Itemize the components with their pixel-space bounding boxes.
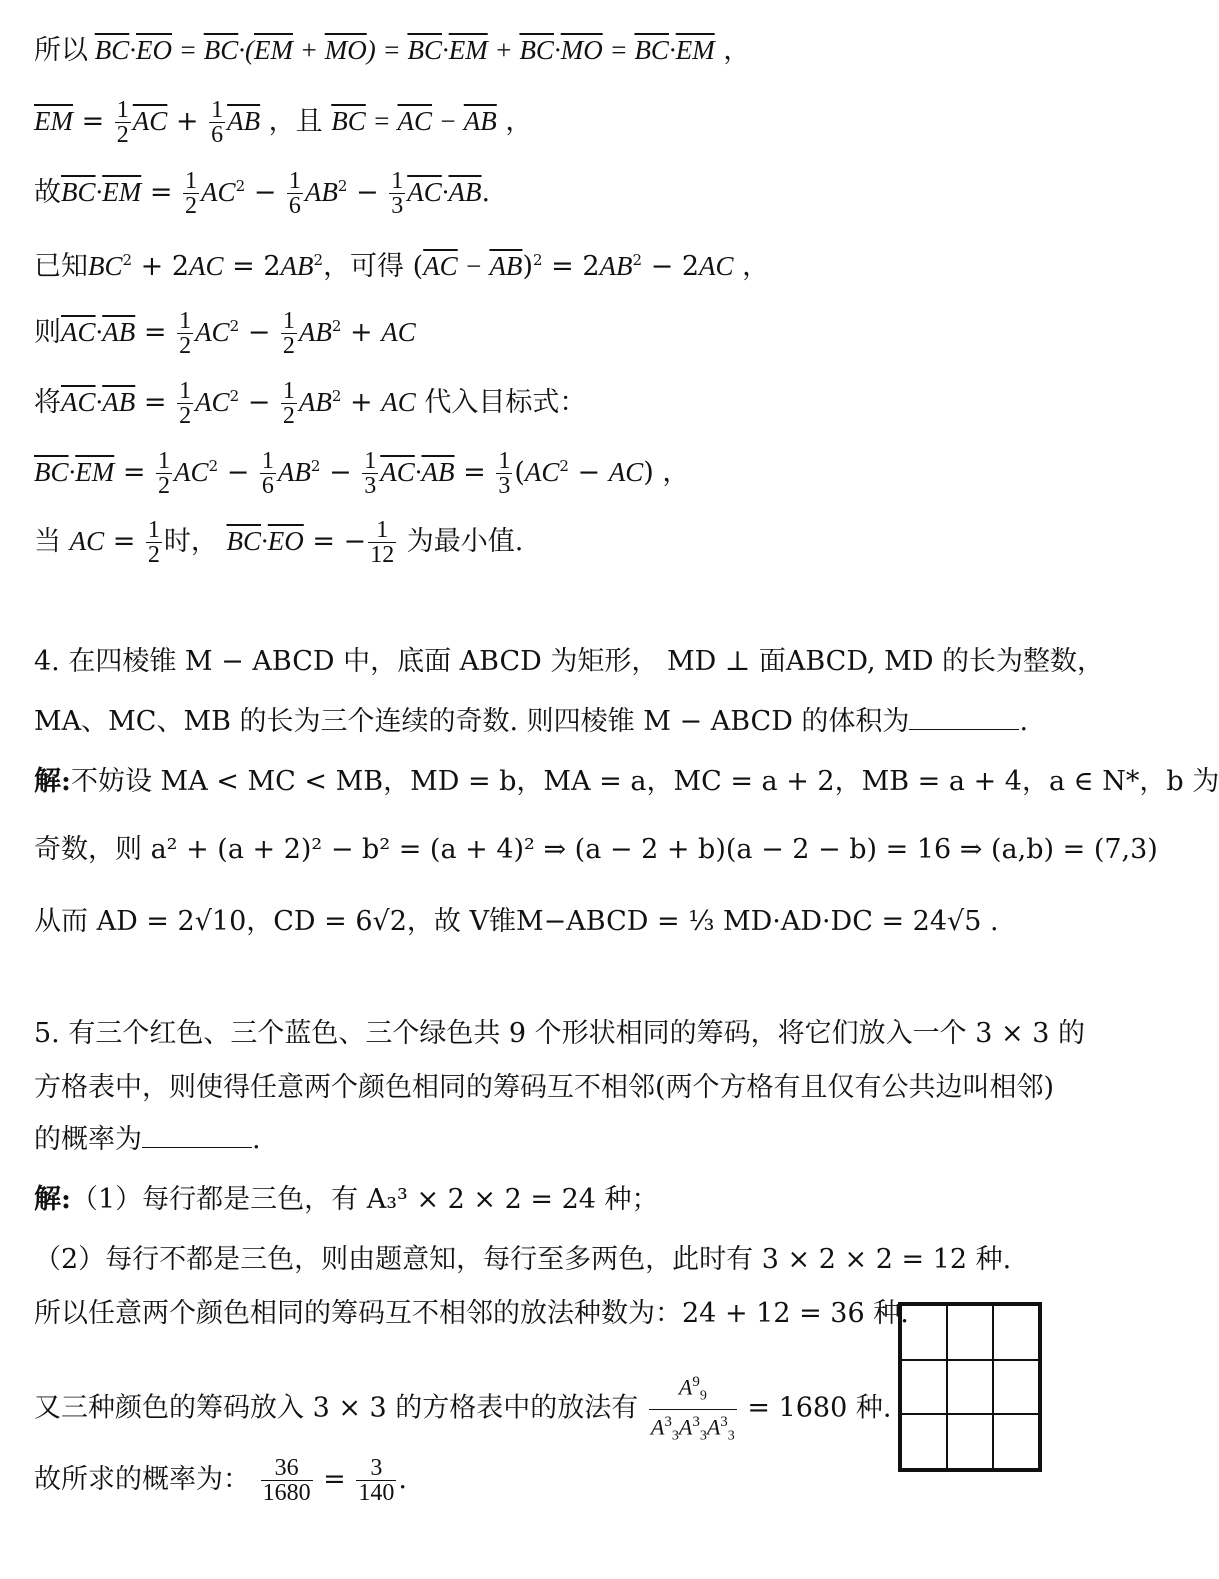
grid-cell <box>947 1305 993 1360</box>
problem5-line-2: 方格表中，则使得任意两个颜色相同的筹码互不相邻(两个方格有且仅有公共边叫相邻) <box>34 1072 1055 1103</box>
problem5-sol-3: 所以任意两个颜色相同的筹码互不相邻的放法种数为：24 + 12 = 36 种. <box>34 1298 909 1329</box>
problem4-line-1: 4. 在四棱锥 M − ABCD 中，底面 ABCD 为矩形， MD ⊥ 面ABCD, MD 的长为整数， <box>34 646 1105 677</box>
grid-3x3-figure <box>898 1302 1042 1472</box>
sol3-line-4: 已知$BC^2 + 2AC = 2AB^2$，可得 $(\overline{AC} - \overline{AB})^2 = 2AB^2 - 2AC$ ， <box>34 251 770 282</box>
problem4-sol-2: 奇数，则 a² + (a + 2)² − b² = (a + 4)² ⇒ (a − 2 + b)(a − 2 − b) = 16 ⇒ (a,b) = (7,3) <box>34 834 1158 865</box>
sol3-line-6: 将$\overline{AC}\cdot\overline{AB}$ = $\frac{1}{2}$ $AC^2$ − $\frac{1}{2}$ $AB^2$ + AC 代入目标式： <box>34 378 587 429</box>
answer-blank <box>142 1123 252 1148</box>
answer-blank <box>909 705 1019 730</box>
problem5-line-1: 5. 有三个红色、三个蓝色、三个绿色共 9 个形状相同的筹码，将它们放入一个 3 × 3 的 <box>34 1018 1085 1049</box>
grid-cell <box>947 1360 993 1415</box>
problem5-sol-4: 又三种颜色的筹码放入 3 × 3 的方格表中的放法有 $\frac{A^9_9}{A^3_3A^3_3A^3_3}$ = 1680 种. <box>34 1370 891 1448</box>
grid-cell <box>993 1414 1039 1469</box>
grid-cell <box>901 1305 947 1360</box>
sol3-line-5: 则$\overline{AC}\cdot\overline{AB}$ = $\frac{1}{2}$ $AC^2$ − $\frac{1}{2}$ $AB^2$ + AC <box>34 308 416 359</box>
solution-label: 解: <box>34 766 71 797</box>
grid-cell <box>901 1414 947 1469</box>
problem5-line-3: 的概率为 . <box>34 1124 261 1155</box>
problem5-sol-1: 解:（1）每行都是三色，有 A₃³ × 2 × 2 = 24 种； <box>34 1184 659 1215</box>
problem5-sol-2: （2）每行不都是三色，则由题意知，每行至多两色，此时有 3 × 2 × 2 = 12 种. <box>34 1244 1012 1275</box>
problem4-line-2: MA、MC、MB 的长为三个连续的奇数. 则四棱锥 M − ABCD 的体积为 . <box>34 706 1029 737</box>
problem5-sol-5: 故所求的概率为： $\frac{36}{1680}$ = $\frac{3}{140}$ . <box>34 1455 407 1506</box>
sol3-line-3: 故$\overline{BC}\cdot\overline{EM}$ = $\frac{1}{2}$ $AC^2$ − $\frac{1}{6}$ $AB^2$ − $\frac{1}{3}$ $\overline{AC}\cdot\overline{AB}$. <box>34 168 491 219</box>
solution-label: 解: <box>34 1184 71 1215</box>
sol3-line-2: $\overline{EM}$ = $\frac{1}{2}$ $\overline{AC}$ + $\frac{1}{6}$ $\overline{AB}$ ，且 $\overline{BC} = \overline{AC} - \overline{AB}$ ， <box>34 97 533 148</box>
grid-cell <box>947 1414 993 1469</box>
grid-cell <box>901 1360 947 1415</box>
problem4-sol-1: 解:不妨设 MA < MC < MB，MD = b，MA = a，MC = a + 2，MB = a + 4，a ∈ N*，b 为 <box>34 766 1219 797</box>
sol3-line-8: 当 AC = $\frac{1}{2}$ 时， $\overline{BC}\cdot\overline{EO}$ = − $\frac{1}{12}$ 为最小值. <box>34 517 524 568</box>
sol3-line-7: $\overline{BC}\cdot\overline{EM}$ = $\frac{1}{2}$ $AC^2$ − $\frac{1}{6}$ $AB^2$ − $\frac{1}{3}$ $\overline{AC}\cdot\overline{AB}$ = $\frac{1}{3}$ $(AC^2 - AC)$ ， <box>34 448 690 499</box>
grid-cell <box>993 1360 1039 1415</box>
problem4-sol-3: 从而 AD = 2√10，CD = 6√2，故 V锥M−ABCD = ⅓ MD·AD·DC = 24√5 . <box>34 906 999 937</box>
grid-cell <box>993 1305 1039 1360</box>
sol3-line-1: 所以 $\overline{BC}\cdot\overline{EO} = \overline{BC}\cdot(\overline{EM} + \overline{MO}) = \overline{BC}\cdot\overline{EM} + \overline{BC}\cdot\overline{MO} = \overline{BC}\cdot\overline{EM}$ ， <box>34 35 751 66</box>
